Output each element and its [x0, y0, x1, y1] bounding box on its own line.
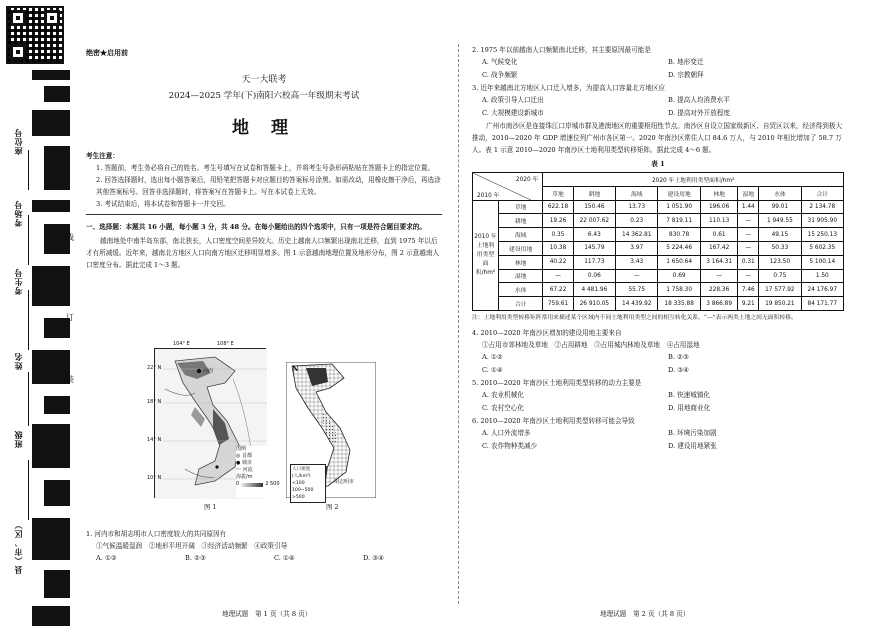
option-c[interactable]: C. 战争频繁: [482, 71, 518, 79]
question-5-stem: 5. 2010—2020 年南沙区土地利用类型转移的动力主要是: [472, 378, 642, 387]
table-cell: 1 051.90: [658, 200, 700, 214]
column-header: 草地: [543, 186, 573, 200]
legend-item: ● 城市: [236, 460, 252, 466]
lat-18: 18° N: [147, 399, 162, 405]
seat-number-label: 座位号: [13, 128, 23, 155]
row-header: 耕地: [499, 214, 543, 228]
table-cell: —: [700, 269, 738, 283]
table-cell: 40.22: [543, 255, 573, 269]
table-cell: 18 335.88: [658, 297, 700, 311]
table-cell: 19.26: [543, 214, 573, 228]
table-row: [473, 228, 844, 242]
table-cell: 5 100.14: [801, 255, 843, 269]
footer-right: 地理试题 第 2 页（共 8 页）: [600, 610, 690, 618]
table-cell: 0.69: [658, 269, 700, 283]
question-3-stem: 3. 近年来越南北方地区人口迁入增多，为提高人口容量北方地区应: [472, 84, 666, 92]
table-cell: 4 481.96: [573, 283, 615, 297]
table-cell: 26 910.05: [573, 297, 615, 311]
table-cell: 145.79: [573, 241, 615, 255]
option-b[interactable]: B. 快速城镇化: [668, 390, 711, 399]
table-cell: 1.44: [738, 200, 759, 214]
confidential-note: 绝密★启用前: [86, 48, 128, 57]
figure-1-legend: [236, 446, 288, 498]
table-cell: —: [738, 241, 759, 255]
table-row: [473, 241, 844, 255]
table-cell: 123.50: [759, 255, 801, 269]
table-cell: 228.36: [700, 283, 738, 297]
legend-item: 100~500: [292, 488, 314, 493]
option-d[interactable]: D. 提高对外开放程度: [668, 109, 730, 117]
table-cell: 67.22: [543, 283, 573, 297]
table-cell: 9.21: [738, 297, 759, 311]
row-header: 建设用地: [499, 241, 543, 255]
page-divider: [458, 44, 459, 604]
binding-mark-pack: 装: [66, 375, 74, 384]
option-c[interactable]: C. 农村空心化: [482, 403, 524, 412]
exam-org: 天一大联考: [241, 75, 287, 85]
column-header: 建设用地: [658, 186, 700, 200]
row-header: 林地: [499, 255, 543, 269]
column-header: 湿地: [738, 186, 759, 200]
option-b[interactable]: B. ②③: [185, 554, 206, 562]
header-group: 2020 年土地利用类型面积/hm²: [543, 173, 844, 187]
name-label: 姓名: [13, 352, 23, 370]
table-cell: 99.01: [759, 200, 801, 214]
table-row: [473, 200, 844, 214]
table-cell: 0.61: [700, 228, 738, 242]
row-header: 湿地: [499, 269, 543, 283]
question-items: ①占用市郊林地及草地 ②占用耕地 ③占用城内林地及草地 ④占用湿地: [482, 340, 700, 349]
option-b[interactable]: B. 提高人均消费水平: [668, 96, 730, 104]
notice-item: 3. 考试结束后，将本试卷和答题卡一并交回。: [96, 200, 230, 208]
corner-top: 2020 年: [515, 177, 539, 183]
row-group-label: 2010 年土地利用类型面积/hm²: [473, 200, 499, 310]
legend-item: 海拔/m: [236, 474, 253, 480]
question-items: ①气候温暖湿润 ②地形平坦开阔 ③经济活动频繁 ④政策引导: [96, 542, 288, 550]
table-cell: —: [738, 228, 759, 242]
legend-item: ◎ 首都: [236, 453, 252, 459]
option-d[interactable]: D. 宗教朝拜: [668, 71, 704, 79]
table-cell: 14 439.92: [616, 297, 658, 311]
table-title: 表 1: [651, 160, 665, 168]
lat-10: 10° N: [147, 475, 162, 481]
table-cell: 0.06: [573, 269, 615, 283]
notice-item: 2. 回答选择题时，选出每小题答案后，用铅笔把答题卡对应题目的答案标号涂黑。如需改动，用橡皮擦干净后，再选涂其他答案标号。回答非选择题时，将答案写在答题卡上。写在本试卷上无效。: [96, 176, 441, 196]
option-d[interactable]: D. 建设用地紧张: [668, 441, 717, 450]
question-1: [86, 528, 442, 565]
lon-104: 104° E: [173, 341, 190, 347]
binding-strip: [0, 0, 70, 630]
question-stem: 1. 河内市和胡志明市人口密度较大的共同原因有: [86, 530, 227, 538]
subject-title: 地 理: [232, 118, 296, 138]
elevation-scale-bar: [241, 483, 263, 487]
column-header: 海域: [616, 186, 658, 200]
legend-scale-max: 2 500: [265, 481, 280, 487]
table-cell: —: [543, 269, 573, 283]
table-cell: 1 758.30: [658, 283, 700, 297]
table-cell: 15 250.13: [801, 228, 843, 242]
option-c[interactable]: C. 大规模建设新城市: [482, 109, 544, 117]
option-d[interactable]: D. ③④: [363, 554, 385, 562]
table-corner: [473, 173, 543, 201]
notice-item: 1. 答题前，考生务必将自己的姓名、考生号填写在试卷和答题卡上，并将考生号条形码粘贴在答题卡上的指定位置。: [96, 164, 435, 172]
table-cell: 167.42: [700, 241, 738, 255]
column-header: 林地: [700, 186, 738, 200]
place-hanoi: 河内: [203, 368, 214, 374]
table-cell: —: [616, 269, 658, 283]
option-c[interactable]: C. 农作物种类减少: [482, 441, 538, 450]
table-cell: 3.97: [616, 241, 658, 255]
table-cell: 31 905.90: [801, 214, 843, 228]
table-cell: 5 224.46: [658, 241, 700, 255]
table-cell: 622.18: [543, 200, 573, 214]
question-2-stem: 2. 1975 年以前越南人口频繁南北迁移，其主要原因最可能是: [472, 46, 651, 54]
table-cell: 0.35: [543, 228, 573, 242]
table-cell: —: [738, 214, 759, 228]
land-use-transfer-table: [472, 172, 844, 311]
option-a[interactable]: A. 农业机械化: [482, 390, 524, 399]
binding-mark-line: 线: [66, 233, 74, 242]
notice-title: 考生注意：: [86, 152, 119, 160]
table-cell: 110.13: [700, 214, 738, 228]
option-a[interactable]: A. 人口外流增多: [482, 428, 531, 437]
table-cell: 1 949.55: [759, 214, 801, 228]
legend-title: 图例: [236, 446, 247, 452]
table-cell: 6.43: [573, 228, 615, 242]
table-row: [473, 297, 844, 311]
column-header: 耕地: [573, 186, 615, 200]
column-header: 水体: [759, 186, 801, 200]
option-b[interactable]: B. ②③: [668, 352, 689, 361]
question-6-stem: 6. 2010—2020 年南沙区土地利用类型转移可能会导致: [472, 416, 635, 425]
corner-bottom: 2010 年: [477, 192, 500, 199]
table-cell: 196.06: [700, 200, 738, 214]
question-4-stem: 4. 2010—2020 年南沙区增加的建设用地主要来自: [472, 328, 622, 337]
legend-scale-min: 0: [236, 481, 240, 487]
option-a[interactable]: A. 气候变化: [482, 58, 518, 66]
figure-1-caption: 图 1: [204, 503, 217, 511]
option-d[interactable]: D. 用地商业化: [668, 403, 711, 412]
table-cell: 7 819.11: [658, 214, 700, 228]
legend-item: 〰 河流: [236, 467, 253, 473]
left-page: [86, 40, 442, 271]
notice: [86, 150, 442, 215]
table-row: [473, 283, 844, 297]
exam-room-label: 考场号: [13, 200, 23, 227]
legend-item: >500: [292, 495, 305, 500]
table-cell: 0.23: [616, 214, 658, 228]
table-cell: 1 650.64: [658, 255, 700, 269]
table-cell: —: [738, 269, 759, 283]
row-header: 合计: [499, 297, 543, 311]
county-label: 县（市、区）: [13, 520, 23, 574]
column-header: 合计: [801, 186, 843, 200]
table-cell: 759.61: [543, 297, 573, 311]
option-c[interactable]: C. ①④: [482, 365, 503, 374]
row-header: 草地: [499, 200, 543, 214]
passage-nansha: 广州市南沙区是连接珠江口岸城市群及港澳地区的重要枢纽性节点。南沙区自设立国家级新区、自贸区以来，经济得到极大推动，2010—2020 年 GDP 增速位列广州市各区第一。2020 年南沙区常住人口 84.6 万人，与 2010 年相比增加了 58.7 万人。表 1 示意 2010—2020 年南沙区土地利用类型转移矩阵。据此完成 4～6 题。: [472, 122, 843, 154]
option-b[interactable]: B. 地形变迁: [668, 58, 704, 66]
table-cell: 24 176.97: [801, 283, 843, 297]
table-cell: 0.75: [759, 269, 801, 283]
table-cell: 13.73: [616, 200, 658, 214]
table-cell: 3 164.31: [700, 255, 738, 269]
lat-14: 14° N: [147, 437, 162, 443]
exam-title: 2024—2025 学年(下)南阳六校高一年级期末考试: [168, 91, 360, 101]
class-label: 班级: [13, 430, 23, 448]
north-arrow: N: [292, 364, 299, 373]
table-cell: 10.38: [543, 241, 573, 255]
qr-code: [6, 6, 64, 64]
table-note: 注：土地利用类型转移矩阵常用来描述某个区域内不同土地利用类型之间的相互转化关系，“—”表示两类土地之间无面积转移。: [472, 314, 797, 321]
footer-left: 地理试题 第 1 页（共 8 页）: [222, 610, 312, 618]
table-cell: 14 362.81: [616, 228, 658, 242]
binding-mark-bind: 订: [66, 313, 74, 322]
table-cell: 117.73: [573, 255, 615, 269]
table-cell: 1.50: [801, 269, 843, 283]
section-title: 一、选择题：本题共 16 小题，每小题 3 分，共 48 分。在每小题给出的四个选项中，只有一项是符合题目要求的。: [86, 223, 427, 231]
option-a[interactable]: A. ①②: [482, 352, 503, 361]
table-cell: 84 171.77: [801, 297, 843, 311]
table-cell: 3.43: [616, 255, 658, 269]
student-number-label: 考生号: [13, 268, 23, 295]
option-a[interactable]: A. ①②: [96, 554, 117, 562]
option-c[interactable]: C. ①④: [274, 554, 295, 562]
legend-title: 人口密度(人/km²): [292, 467, 311, 479]
option-d[interactable]: D. ③④: [668, 365, 690, 374]
figure-2-caption: 图 2: [326, 503, 339, 511]
table-cell: 55.75: [616, 283, 658, 297]
lon-108: 108° E: [217, 341, 234, 347]
passage-vietnam: 越南地处中南半岛东部，南北狭长，人口密度空间差异较大。历史上越南人口频繁出现南北迁移，直到 1975 年以后才有所减缓。近年来，越南北方地区人口向南方地区迁移明显增多。图 1 示意越南地理位置及地形分布，图 2 示意越南人口密度分布。据此完成 1～3 题。: [86, 237, 440, 269]
row-header: 海域: [499, 228, 543, 242]
table-cell: 50.33: [759, 241, 801, 255]
legend-item: <100: [292, 481, 305, 486]
table-cell: 7.46: [738, 283, 759, 297]
option-a[interactable]: A. 政策引导人口迁出: [482, 96, 544, 104]
place-hcmc: 胡志明市: [334, 479, 355, 485]
table-cell: 3 866.89: [700, 297, 738, 311]
figure-2-legend: [290, 464, 326, 503]
table-cell: 150.46: [573, 200, 615, 214]
table-cell: 2 134.78: [801, 200, 843, 214]
table-cell: 22 007.62: [573, 214, 615, 228]
option-b[interactable]: B. 环境污染加剧: [668, 428, 717, 437]
table-row: [473, 255, 844, 269]
lat-22: 22° N: [147, 365, 162, 371]
right-page: [472, 44, 844, 453]
table-cell: 5 602.35: [801, 241, 843, 255]
table-cell: 17 577.92: [759, 283, 801, 297]
row-header: 水体: [499, 283, 543, 297]
table-cell: 0.31: [738, 255, 759, 269]
table-cell: 19 850.21: [759, 297, 801, 311]
table-row: [473, 269, 844, 283]
table-cell: 830.78: [658, 228, 700, 242]
table-cell: 49.15: [759, 228, 801, 242]
table-row: [473, 214, 844, 228]
